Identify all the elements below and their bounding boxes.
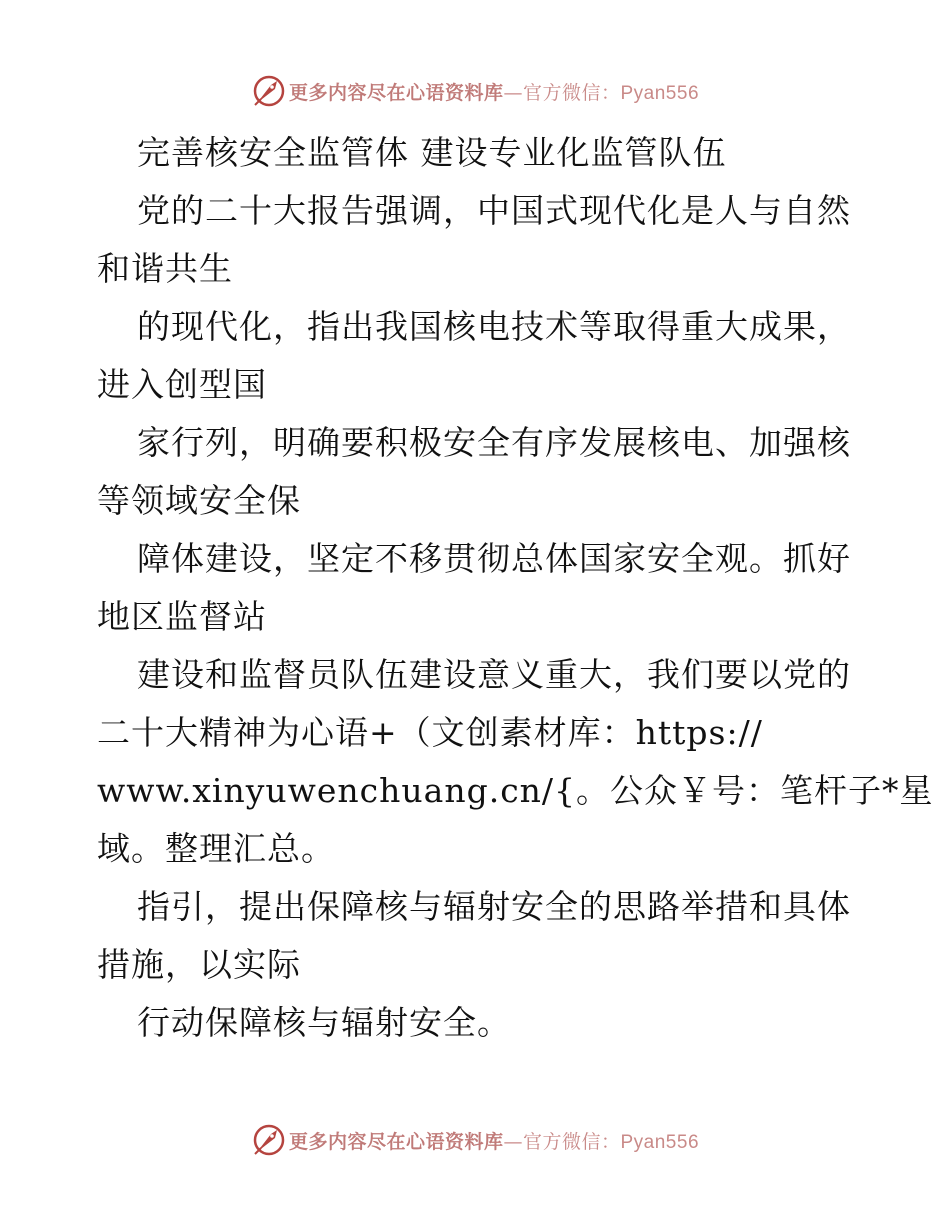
paragraph-line: 和谐共生 <box>97 249 233 288</box>
watermark-id: Pyan556 <box>620 82 700 104</box>
watermark-brand: 更多内容尽在心语资料库 <box>288 81 504 104</box>
watermark-id: Pyan556 <box>620 1131 700 1153</box>
paragraph-line: 的现代化，指出我国核电技术等取得重大成果， <box>137 307 851 346</box>
watermark-text <box>289 78 699 105</box>
paragraph-line: 进入创型国 <box>97 365 267 404</box>
paragraph-line: www.xinyuwenchuang.cn/{。公众￥号：笔杆子*星 <box>97 771 934 810</box>
document-body <box>97 124 934 1052</box>
header-watermark <box>0 71 950 111</box>
footer-watermark <box>0 1120 950 1160</box>
watermark-brand: 更多内容尽在心语资料库 <box>288 1130 504 1153</box>
paragraph-line: 等领域安全保 <box>97 481 301 520</box>
paragraph-line: 行动保障核与辐射安全。 <box>137 1003 511 1042</box>
watermark-label: 官方微信： <box>522 1130 621 1153</box>
watermark-label: 官方微信： <box>522 81 621 104</box>
document-title: 完善核安全监管体 建设专业化监管队伍 <box>137 133 727 172</box>
paragraph-line: 建设和监督员队伍建设意义重大，我们要以党的 <box>137 655 851 694</box>
paragraph-line: 措施，以实际 <box>97 945 301 984</box>
paragraph-line: 障体建设，坚定不移贯彻总体国家安全观。抓好 <box>137 539 851 578</box>
paragraph-line: 二十大精神为心语+（文创素材库：https:// <box>97 713 763 752</box>
paragraph-line: 家行列，明确要积极安全有序发展核电、加强核 <box>137 423 851 462</box>
pen-nib-logo-icon <box>251 1122 287 1158</box>
paragraph-line: 域。整理汇总。 <box>97 829 335 868</box>
watermark-dash: — <box>503 81 523 104</box>
paragraph-line: 党的二十大报告强调，中国式现代化是人与自然 <box>137 191 851 230</box>
watermark-text <box>289 1127 699 1154</box>
paragraph-line: 地区监督站 <box>97 597 267 636</box>
paragraph-line: 指引，提出保障核与辐射安全的思路举措和具体 <box>137 887 851 926</box>
watermark-dash: — <box>503 1130 523 1153</box>
pen-nib-logo-icon <box>251 73 287 109</box>
